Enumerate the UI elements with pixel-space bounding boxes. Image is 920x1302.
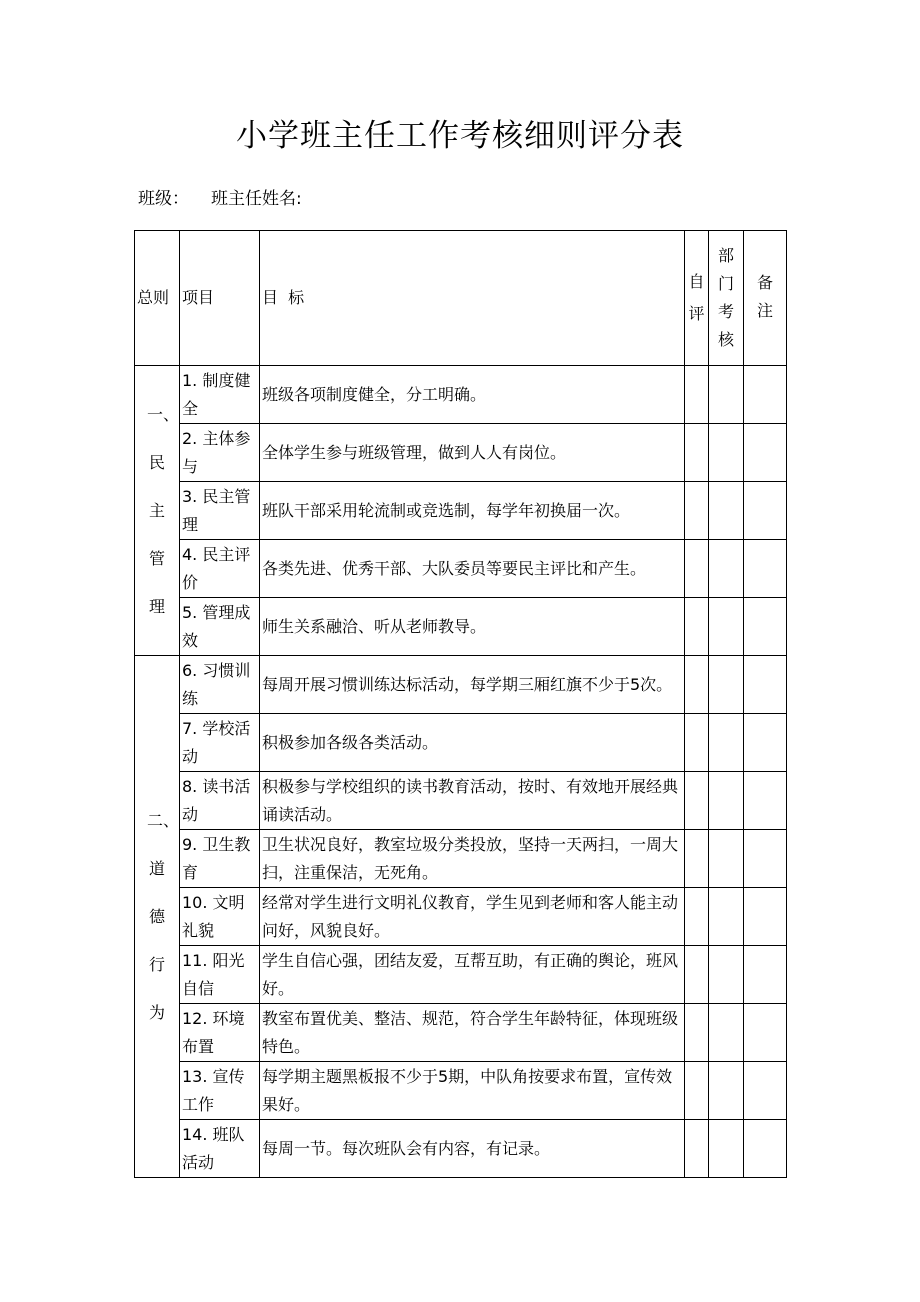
goal-cell: 每周一节。每次班队会有内容，有记录。 — [260, 1120, 685, 1178]
teacher-name-label: 班主任姓名: — [211, 189, 302, 209]
note-cell[interactable] — [744, 598, 787, 656]
item-cell: 2. 主体参与 — [180, 424, 260, 482]
item-cell: 5. 管理成效 — [180, 598, 260, 656]
item-cell: 6. 习惯训练 — [180, 656, 260, 714]
header-dept — [709, 231, 744, 366]
dept-score-cell[interactable] — [709, 598, 744, 656]
table-row — [135, 482, 787, 540]
category-char: 理 — [148, 596, 165, 616]
goal-cell: 卫生状况良好，教室垃圾分类投放，坚持一天两扫，一周大扫，注重保洁，无死角。 — [260, 830, 685, 888]
header-goal: 目 标 — [260, 231, 685, 366]
item-cell: 14. 班队活动 — [180, 1120, 260, 1178]
table-row — [135, 946, 787, 1004]
item-cell: 1. 制度健全 — [180, 366, 260, 424]
self-score-cell[interactable] — [685, 714, 709, 772]
dept-score-cell[interactable] — [709, 366, 744, 424]
dept-score-cell[interactable] — [709, 540, 744, 598]
item-cell: 9. 卫生教育 — [180, 830, 260, 888]
table-row — [135, 830, 787, 888]
goal-cell: 积极参加各级各类活动。 — [260, 714, 685, 772]
category-char: 民 — [148, 452, 165, 472]
note-cell[interactable] — [744, 946, 787, 1004]
table-row — [135, 540, 787, 598]
dept-score-cell[interactable] — [709, 888, 744, 946]
item-cell: 3. 民主管理 — [180, 482, 260, 540]
dept-score-cell[interactable] — [709, 830, 744, 888]
item-cell: 7. 学校活动 — [180, 714, 260, 772]
self-score-cell[interactable] — [685, 482, 709, 540]
note-cell[interactable] — [744, 424, 787, 482]
table-row — [135, 366, 787, 424]
self-score-cell[interactable] — [685, 540, 709, 598]
dept-score-cell[interactable] — [709, 1004, 744, 1062]
note-cell[interactable] — [744, 1004, 787, 1062]
self-score-cell[interactable] — [685, 888, 709, 946]
goal-cell: 每周开展习惯训练达标活动，每学期三厢红旗不少于5次。 — [260, 656, 685, 714]
form-meta — [138, 184, 302, 209]
category-char: 德 — [148, 906, 165, 926]
table-row — [135, 656, 787, 714]
goal-cell: 学生自信心强，团结友爱，互帮互助，有正确的舆论，班风好。 — [260, 946, 685, 1004]
goal-cell: 经常对学生进行文明礼仪教育，学生见到老师和客人能主动问好，风貌良好。 — [260, 888, 685, 946]
goal-cell: 师生关系融洽、听从老师教导。 — [260, 598, 685, 656]
note-cell[interactable] — [744, 540, 787, 598]
self-score-cell[interactable] — [685, 656, 709, 714]
dept-score-cell[interactable] — [709, 656, 744, 714]
goal-cell: 教室布置优美、整洁、规范，符合学生年龄特征，体现班级特色。 — [260, 1004, 685, 1062]
table-row — [135, 424, 787, 482]
dept-score-cell[interactable] — [709, 772, 744, 830]
goal-cell: 班级各项制度健全，分工明确。 — [260, 366, 685, 424]
category-char: 行 — [148, 954, 165, 974]
header-dept-3: 考 — [717, 302, 734, 321]
header-dept-2: 门 — [717, 274, 734, 293]
goal-cell: 各类先进、优秀干部、大队委员等要民主评比和产生。 — [260, 540, 685, 598]
header-dept-1: 部 — [717, 246, 734, 265]
header-self-1: 自 — [688, 272, 705, 291]
page-title: 小学班主任工作考核细则评分表 — [236, 118, 684, 154]
table-row — [135, 1120, 787, 1178]
goal-cell: 积极参与学校组织的读书教育活动，按时、有效地开展经典诵读活动。 — [260, 772, 685, 830]
note-cell[interactable] — [744, 366, 787, 424]
item-cell: 11. 阳光自信 — [180, 946, 260, 1004]
goal-cell: 班队干部采用轮流制或竞选制，每学年初换届一次。 — [260, 482, 685, 540]
item-cell: 8. 读书活动 — [180, 772, 260, 830]
note-cell[interactable] — [744, 830, 787, 888]
item-cell: 13. 宣传工作 — [180, 1062, 260, 1120]
category-char: 一、 — [147, 404, 180, 424]
self-score-cell[interactable] — [685, 1004, 709, 1062]
note-cell[interactable] — [744, 482, 787, 540]
category-char: 为 — [148, 1002, 165, 1022]
self-score-cell[interactable] — [685, 366, 709, 424]
category-char: 管 — [148, 548, 165, 568]
note-cell[interactable] — [744, 1120, 787, 1178]
item-cell: 4. 民主评价 — [180, 540, 260, 598]
self-score-cell[interactable] — [685, 1120, 709, 1178]
table-row — [135, 598, 787, 656]
dept-score-cell[interactable] — [709, 946, 744, 1004]
self-score-cell[interactable] — [685, 1062, 709, 1120]
dept-score-cell[interactable] — [709, 1062, 744, 1120]
self-score-cell[interactable] — [685, 830, 709, 888]
table-row — [135, 714, 787, 772]
header-note-1: 备 — [756, 273, 773, 292]
note-cell[interactable] — [744, 1062, 787, 1120]
table-row — [135, 1062, 787, 1120]
dept-score-cell[interactable] — [709, 1120, 744, 1178]
self-score-cell[interactable] — [685, 598, 709, 656]
category-cell — [135, 656, 180, 1178]
category-name — [147, 391, 180, 631]
header-self — [685, 231, 709, 366]
header-item: 项目 — [180, 231, 260, 366]
goal-cell: 每学期主题黑板报不少于5期，中队角按要求布置，宣传效果好。 — [260, 1062, 685, 1120]
dept-score-cell[interactable] — [709, 714, 744, 772]
category-char: 道 — [148, 858, 165, 878]
self-score-cell[interactable] — [685, 946, 709, 1004]
note-cell[interactable] — [744, 772, 787, 830]
header-self-2: 评 — [688, 304, 705, 323]
header-note — [744, 231, 787, 366]
category-name — [147, 797, 180, 1037]
dept-score-cell[interactable] — [709, 482, 744, 540]
table-row — [135, 772, 787, 830]
header-dept-4: 核 — [717, 330, 734, 349]
header-category: 总则 — [135, 231, 180, 366]
category-cell — [135, 366, 180, 656]
table-row — [135, 888, 787, 946]
evaluation-table — [134, 230, 787, 1178]
note-cell[interactable] — [744, 656, 787, 714]
note-cell[interactable] — [744, 714, 787, 772]
goal-cell: 全体学生参与班级管理，做到人人有岗位。 — [260, 424, 685, 482]
dept-score-cell[interactable] — [709, 424, 744, 482]
category-char: 二、 — [147, 810, 180, 830]
note-cell[interactable] — [744, 888, 787, 946]
category-char: 主 — [148, 500, 165, 520]
item-cell: 12. 环境布置 — [180, 1004, 260, 1062]
header-row — [135, 231, 787, 366]
self-score-cell[interactable] — [685, 424, 709, 482]
header-note-2: 注 — [756, 301, 773, 320]
item-cell: 10. 文明礼貌 — [180, 888, 260, 946]
table-row — [135, 1004, 787, 1062]
self-score-cell[interactable] — [685, 772, 709, 830]
class-label: 班级： — [138, 189, 189, 209]
